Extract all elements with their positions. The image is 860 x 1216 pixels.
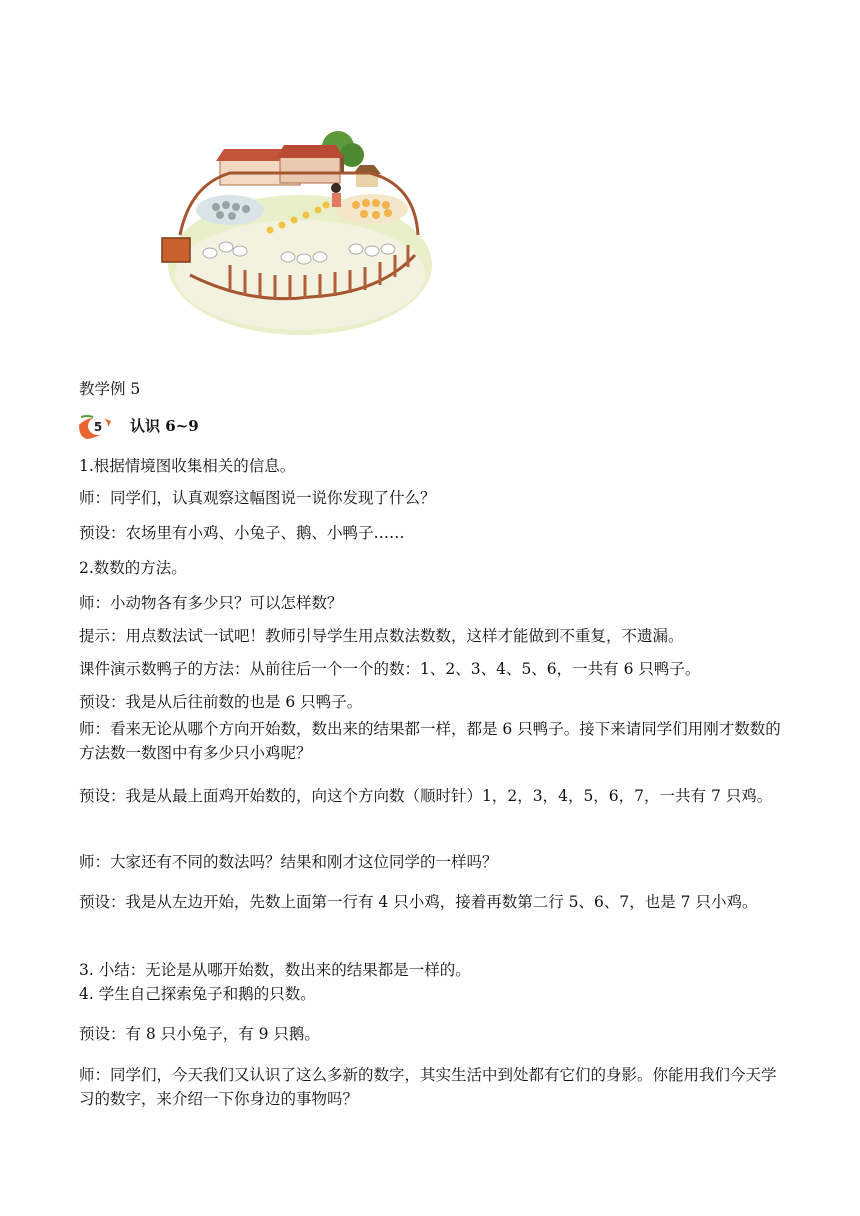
text-paragraph: 预设：我是从左边开始，先数上面第一行有 4 只小鸡，接着再数第二行 5、6、7，也是 7 只小鸡。 <box>79 893 758 911</box>
text-line: 课件演示数鸭子的方法：从前往后一个一个的数：1、2、3、4、5、6，一共有 6 只鸭子。 <box>79 660 701 678</box>
text-line: 预设：有 8 只小兔子，有 9 只鹅。 <box>79 1025 320 1043</box>
text-line: 师：小动物各有多少只？可以怎样数？ <box>79 594 343 612</box>
badge-number: 5 <box>93 420 103 434</box>
carrot-badge-icon <box>77 411 117 441</box>
text-paragraph: 师：同学们，今天我们又认识了这么多新的数字，其实生活中到处都有它们的身影。你能用我们今天学习的数字，来介绍一下你身边的事物吗？ <box>79 1066 777 1108</box>
text-line: 1.根据情境图收集相关的信息。 <box>79 457 296 475</box>
text-line: 提示：用点数法试一试吧！教师引导学生用点数法数数，这样才能做到不重复，不遗漏。 <box>79 627 684 645</box>
text-line: 预设：我是从后往前数的也是 6 只鸭子。 <box>79 693 363 711</box>
section-title: 教学例 5 <box>79 380 141 398</box>
heading: 认识 6~9 <box>130 417 199 435</box>
farm-illustration <box>160 125 440 340</box>
text-line: 2.数数的方法。 <box>79 559 187 577</box>
text-line: 4. 学生自己探索兔子和鹅的只数。 <box>79 985 316 1003</box>
text-line: 预设：农场里有小鸡、小兔子、鹅、小鸭子…… <box>79 524 405 542</box>
text-paragraph: 师：看来无论从哪个方向开始数，数出来的结果都一样，都是 6 只鸭子。接下来请同学们用刚才数数的方法数一数图中有多少只小鸡呢？ <box>79 720 781 762</box>
text-paragraph: 预设：我是从最上面鸡开始数的，向这个方向数（顺时针）1，2，3，4，5，6，7，一共有 7 只鸡。 <box>79 787 773 805</box>
text-line: 师：大家还有不同的数法吗？结果和刚才这位同学的一样吗？ <box>79 853 498 871</box>
text-line: 师：同学们，认真观察这幅图说一说你发现了什么？ <box>79 489 436 507</box>
text-line: 3. 小结：无论是从哪开始数，数出来的结果都是一样的。 <box>79 961 471 979</box>
